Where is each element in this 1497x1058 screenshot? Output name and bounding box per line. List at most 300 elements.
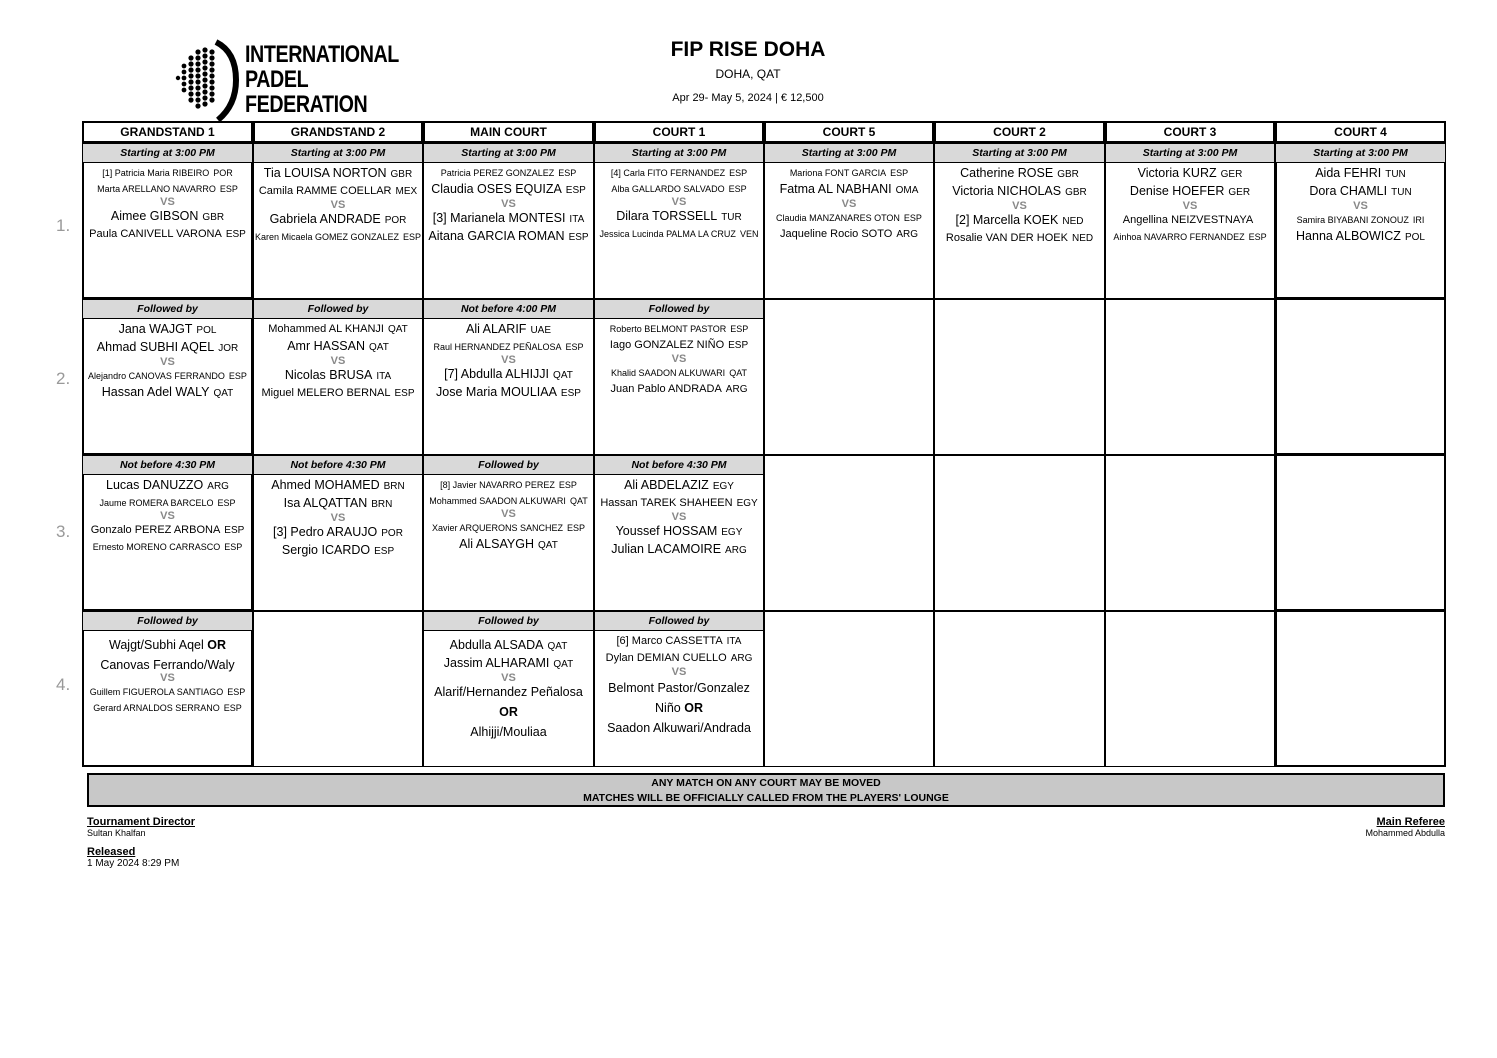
player-nationality: TUN (1391, 187, 1412, 198)
player-nationality: NED (1062, 216, 1084, 227)
slot-header-r1-c5: Starting at 3:00 PM (764, 143, 934, 163)
player-nationality: UAE (530, 325, 551, 336)
notice-line-2: MATCHES WILL BE OFFICIALLY CALLED FROM THE PLAYERS' LOUNGE (583, 792, 949, 804)
player-nationality: ESP (394, 388, 415, 399)
match-r1c6 (934, 165, 1105, 247)
player-name: Ahmad SUBHI AQEL (96, 340, 215, 354)
team-a-player-1 (594, 165, 764, 181)
team-a-player-2 (594, 181, 764, 197)
player-nationality: POL (196, 325, 217, 336)
or-label: OR (207, 638, 226, 652)
match-r3c1 (82, 477, 253, 555)
player-nationality: ESP (374, 546, 395, 557)
vs-label: VS (330, 355, 346, 367)
slot-header-r3-c1: Not before 4:30 PM (82, 455, 253, 475)
slot-header-r1-c7: Starting at 3:00 PM (1105, 143, 1275, 163)
player-nationality: EGY (712, 481, 734, 492)
team-b-player-2 (934, 230, 1105, 247)
player-nationality: QAT (213, 388, 234, 399)
player-name: Miguel MELERO BERNAL (261, 387, 391, 399)
player-name: Raul HERNANDEZ PEÑALOSA (433, 342, 562, 352)
team-a-player-1 (423, 321, 594, 339)
player-name: Iago GONZALEZ NIÑO (609, 339, 725, 351)
player-nationality: EGY (721, 527, 743, 538)
player-name: Aida FEHRI (1315, 166, 1382, 180)
player-nationality: BRN (383, 481, 405, 492)
slot-header-r1-c4: Starting at 3:00 PM (594, 143, 764, 163)
match-r1c3 (423, 165, 594, 246)
player-name: Dora CHAMLI (1309, 184, 1388, 198)
team-b-option-2: Alhijji/Mouliaa (470, 725, 547, 739)
court-header-7: COURT 3 (1105, 121, 1275, 143)
team-a-player-2 (82, 495, 253, 511)
player-nationality: ESP (558, 480, 577, 490)
match-r2c2 (253, 321, 423, 402)
vs-label: VS (501, 672, 516, 684)
player-name: Dylan DEMIAN CUELLO (605, 652, 727, 664)
vs-label: VS (160, 356, 175, 368)
player-nationality: GBR (1065, 187, 1087, 198)
player-name: Mohammed AL KHANJI (268, 323, 384, 335)
slot-header-r4-c3: Followed by (423, 611, 594, 631)
slot-header-r1-c8: Starting at 3:00 PM (1275, 143, 1446, 163)
match-r3c2 (253, 477, 423, 560)
player-name: Juan Pablo ANDRADA (610, 383, 722, 395)
fip-logo (170, 36, 400, 126)
court-header-6: COURT 2 (934, 121, 1105, 143)
player-nationality: ESP (729, 168, 748, 178)
team-b-player-2 (82, 539, 253, 555)
team-b-player-1 (594, 208, 764, 226)
court-header-2: GRANDSTAND 2 (253, 121, 423, 143)
team-b-player-2 (1275, 228, 1446, 246)
cell-r3-c8 (1275, 455, 1446, 611)
team-b-player-1 (423, 520, 594, 536)
court-header-5: COURT 5 (764, 121, 934, 143)
player-name: Alba GALLARDO SALVADO (611, 184, 725, 194)
team-a-player-2 (594, 650, 764, 667)
cell-r3-c6 (934, 455, 1105, 611)
player-name: Victoria KURZ (1137, 166, 1217, 180)
player-nationality: ESP (728, 340, 749, 351)
player-nationality: ESP (730, 324, 749, 334)
match-r2c3 (423, 321, 594, 402)
player-nationality: BRN (371, 499, 393, 510)
row-number-1: 1. (56, 216, 71, 235)
player-name: Fatma AL NABHANI (779, 182, 892, 196)
team-a-player-2 (423, 339, 594, 355)
team-b-option-1-cont-name: Niño (655, 701, 681, 715)
player-nationality: QAT (547, 641, 568, 652)
player-name: Dilara TORSSELL (616, 209, 718, 223)
logo-text (245, 42, 399, 117)
vs-label: VS (671, 511, 687, 523)
or-label: OR (499, 705, 518, 719)
match-r1c2 (253, 165, 423, 245)
cell-r3-c7 (1105, 455, 1275, 611)
player-name: Jessica Lucinda PALMA LA CRUZ (599, 229, 736, 239)
team-a-player-2 (934, 183, 1105, 201)
player-nationality: ITA (376, 371, 392, 382)
player-nationality: EGY (736, 498, 758, 509)
team-b-player-1 (253, 524, 423, 542)
player-nationality: QAT (729, 368, 748, 378)
player-nationality: MEX (395, 186, 418, 197)
team-b-player-2 (253, 385, 423, 402)
player-nationality: ESP (217, 498, 236, 508)
player-nationality: NED (1071, 233, 1094, 244)
tournament-location: DOHA, QAT (715, 67, 781, 81)
player-name: Jana WAJGT (118, 322, 193, 336)
player-nationality: ITA (569, 214, 585, 225)
player-name: Mohammed SAADON ALKUWARI (429, 496, 566, 506)
match-r4c1 (82, 637, 253, 716)
team-a-player-1 (253, 165, 423, 183)
player-name: Roberto BELMONT PASTOR (609, 324, 727, 334)
match-r1c8 (1275, 165, 1446, 246)
team-b-player-2 (82, 226, 253, 243)
slot-header-r1-c6: Starting at 3:00 PM (934, 143, 1105, 163)
team-b-player-2 (594, 541, 764, 559)
vs-label: VS (501, 508, 516, 520)
player-nationality: ESP (890, 168, 909, 178)
player-nationality: ARG (730, 653, 753, 664)
player-nationality: VEN (739, 229, 759, 239)
player-name: Jose Maria MOULIAA (436, 385, 557, 399)
team-a-player-1 (253, 321, 423, 338)
logo-line-3: FEDERATION (245, 91, 368, 118)
player-name: Patricia PEREZ GONZALEZ (440, 168, 555, 178)
director-name: Sultan Khalfan (87, 828, 146, 838)
slot-header-r4-c1: Followed by (82, 611, 253, 631)
player-nationality: IRI (1412, 215, 1425, 225)
cell-r2-c6 (934, 299, 1105, 455)
player-name: Jassim ALHARAMI (443, 656, 550, 670)
player-nationality: ESP (565, 342, 584, 352)
player-name: Ainhoa NAVARRO FERNANDEZ (1113, 232, 1245, 242)
player-nationality: ESP (224, 525, 245, 536)
player-nationality: ESP (225, 229, 246, 240)
player-name: Gerard ARNALDOS SERRANO (93, 703, 220, 713)
player-name: [3] Pedro ARAUJO (273, 525, 378, 539)
team-a-player-2 (82, 181, 253, 197)
row-number-2: 2. (56, 369, 71, 388)
team-b-option-2: Saadon Alkuwari/Andrada (607, 721, 751, 735)
player-name: Tia LOUISA NORTON (263, 166, 387, 180)
team-b-player-1 (82, 684, 253, 700)
team-b-player-1 (1105, 212, 1275, 229)
referee-label: Main Referee (1376, 816, 1445, 828)
match-r2c1 (82, 321, 253, 402)
row-number-3: 3. (56, 522, 71, 541)
player-nationality: ESP (728, 184, 747, 194)
player-name: Ernesto MORENO CARRASCO (92, 542, 221, 552)
team-a-option-2: Canovas Ferrando/Waly (100, 658, 235, 672)
player-name: Youssef HOSSAM (615, 524, 718, 538)
team-b-player-2 (423, 536, 594, 554)
team-a-player-2 (253, 495, 423, 513)
player-name: [2] Marcella KOEK (955, 213, 1059, 227)
team-a-player-1 (253, 477, 423, 495)
player-nationality: ESP (565, 185, 586, 196)
team-b-player-2 (594, 381, 764, 398)
player-nationality: TUN (1385, 169, 1406, 180)
team-a-player-1 (764, 165, 934, 181)
vs-label: VS (671, 196, 687, 208)
player-name: Jaqueline Rocio SOTO (780, 228, 893, 240)
team-a-player-1 (82, 165, 253, 181)
player-nationality: ESP (224, 542, 243, 552)
or-label: OR (684, 701, 703, 715)
order-of-play-grid (82, 121, 1446, 769)
vs-label: VS (160, 510, 175, 522)
cell-r2-c5 (764, 299, 934, 455)
vs-label: VS (330, 199, 346, 211)
vs-label: VS (330, 512, 346, 524)
match-r4c4 (594, 633, 764, 736)
cell-r4-c6 (934, 611, 1105, 767)
vs-label: VS (501, 198, 516, 210)
player-name: [6] Marco CASSETTA (616, 635, 723, 647)
team-a-player-2 (253, 183, 423, 200)
player-nationality: ARG (207, 481, 229, 492)
vs-label: VS (1182, 200, 1198, 212)
vs-label: VS (160, 672, 175, 684)
cell-r4-c5 (764, 611, 934, 767)
player-name: Catherine ROSE (960, 166, 1054, 180)
cell-r4-c7 (1105, 611, 1275, 767)
player-name: Hassan TAREK SHAHEEN (600, 497, 733, 509)
slot-header-r2-c1: Followed by (82, 299, 253, 319)
vs-label: VS (160, 196, 175, 208)
team-a-player-1 (423, 477, 594, 493)
player-name: [8] Javier NAVARRO PEREZ (440, 480, 555, 490)
team-a-player-1 (1105, 165, 1275, 183)
team-b-player-1 (82, 208, 253, 226)
player-nationality: ESP (568, 232, 589, 243)
player-name: Paula CANIVELL VARONA (89, 228, 222, 240)
team-a-player-2 (764, 181, 934, 199)
team-b-player-2 (253, 542, 423, 560)
match-r3c4 (594, 477, 764, 559)
vs-label: VS (671, 666, 687, 678)
team-b-player-1 (253, 367, 423, 385)
team-a-player-1 (934, 165, 1105, 183)
vs-label: VS (1353, 200, 1368, 212)
released-info (87, 846, 179, 869)
team-a-option-1 (82, 637, 253, 653)
team-a-player-1 (82, 477, 253, 495)
team-b-player-1 (934, 212, 1105, 230)
slot-header-r1-c3: Starting at 3:00 PM (423, 143, 594, 163)
player-name: Jaume ROMERA BARCELO (99, 498, 214, 508)
player-nationality: ARG (725, 384, 748, 395)
team-b-player-1 (82, 368, 253, 384)
team-b-player-1 (253, 211, 423, 229)
released-value: 1 May 2024 8:29 PM (87, 858, 180, 869)
team-a-player-1 (82, 321, 253, 339)
team-b-player-2 (423, 384, 594, 402)
player-name: Gabriela ANDRADE (269, 212, 381, 226)
player-name: Nicolas BRUSA (284, 368, 373, 382)
cell-r4-c2 (253, 611, 423, 767)
slot-header-r3-c2: Not before 4:30 PM (253, 455, 423, 475)
player-name: Ali ALSAYGH (459, 537, 534, 551)
player-name: Angellina NEIZVESTNAYA (1122, 214, 1254, 226)
team-b-player-2 (253, 229, 423, 245)
player-nationality: TUR (721, 212, 742, 223)
slot-header-r1-c1: Starting at 3:00 PM (82, 143, 253, 163)
player-name: [3] Marianela MONTESI (432, 211, 566, 225)
player-name: Hanna ALBOWICZ (1296, 229, 1401, 243)
match-r2c4 (594, 321, 764, 398)
team-a-player-2 (423, 493, 594, 509)
player-name: Isa ALQATTAN (283, 496, 368, 510)
team-b-option-1-cont (594, 700, 764, 716)
player-name: Alejandro CANOVAS FERRANDO (88, 371, 225, 381)
player-nationality: ESP (567, 523, 586, 533)
player-nationality: ESP (228, 371, 247, 381)
player-nationality: ITA (726, 636, 742, 647)
logo-line-1: INTERNATIONAL (245, 41, 399, 68)
player-nationality: ESP (1248, 232, 1267, 242)
notice-box (87, 773, 1445, 807)
player-nationality: ESP (903, 213, 922, 223)
player-name: Mariona FONT GARCIA (789, 168, 887, 178)
player-name: [7] Abdulla ALHIJJI (444, 367, 550, 381)
tournament-title: FIP RISE DOHA (670, 38, 826, 61)
slot-header-r2-c3: Not before 4:00 PM (423, 299, 594, 319)
vs-label: VS (841, 198, 857, 210)
cell-r3-c5 (764, 455, 934, 611)
player-nationality: QAT (387, 324, 408, 335)
slot-header-r2-c2: Followed by (253, 299, 423, 319)
player-name: Guillem FIGUEROLA SANTIAGO (89, 687, 224, 697)
team-b-player-1 (423, 366, 594, 384)
player-name: Abdulla ALSADA (449, 638, 544, 652)
match-r1c4 (594, 165, 764, 242)
court-header-1: GRANDSTAND 1 (82, 121, 253, 143)
match-r1c1 (82, 165, 253, 243)
player-name: Karen Micaela GOMEZ GONZALEZ (254, 232, 400, 242)
player-name: Amr HASSAN (287, 339, 365, 353)
team-b-player-1 (1275, 212, 1446, 228)
player-nationality: QAT (553, 370, 573, 381)
match-r3c3 (423, 477, 594, 554)
player-name: Aimee GIBSON (110, 209, 199, 223)
court-header-4: COURT 1 (594, 121, 764, 143)
director-label: Tournament Director (87, 816, 195, 828)
player-name: Gonzalo PEREZ ARBONA (90, 524, 221, 536)
cell-r4-c8 (1275, 611, 1446, 767)
player-name: Claudia OSES EQUIZA (431, 182, 562, 196)
team-b-player-2 (594, 226, 764, 242)
player-nationality: OMA (895, 185, 919, 196)
team-b-player-2 (82, 384, 253, 402)
player-nationality: POR (381, 528, 403, 539)
team-a-player-2 (82, 339, 253, 357)
team-b-player-2 (1105, 229, 1275, 245)
team-a-player-2 (253, 338, 423, 356)
team-b-option-1: Alarif/Hernandez Peñalosa (434, 685, 583, 699)
player-name: Samira BIYABANI ZONOUZ (1296, 215, 1409, 225)
team-a-player-2 (594, 337, 764, 354)
player-nationality: ESP (219, 184, 238, 194)
slot-header-r4-c4: Followed by (594, 611, 764, 631)
player-nationality: QAT (537, 540, 558, 551)
team-a-player-1 (594, 477, 764, 495)
slot-header-r1-c2: Starting at 3:00 PM (253, 143, 423, 163)
team-a-player-2 (1275, 183, 1446, 201)
player-nationality: POR (213, 168, 233, 178)
team-b-player-1 (764, 210, 934, 226)
match-r1c5 (764, 165, 934, 243)
slot-header-r3-c4: Not before 4:30 PM (594, 455, 764, 475)
player-nationality: ESP (223, 703, 242, 713)
player-name: Camila RAMME COELLAR (258, 185, 392, 197)
player-name: Julian LACAMOIRE (611, 542, 722, 556)
player-name: [1] Patricia Maria RIBEIRO (102, 168, 210, 178)
team-a-player-2 (423, 181, 594, 199)
player-nationality: QAT (569, 496, 588, 506)
vs-label: VS (501, 354, 516, 366)
player-nationality: ARG (725, 545, 747, 556)
team-a-player-1 (594, 633, 764, 650)
match-r4c3 (423, 637, 594, 740)
cell-r2-c8 (1275, 299, 1446, 455)
player-name: Khalid SAADON ALKUWARI (610, 368, 726, 378)
player-nationality: JOR (218, 343, 239, 354)
vs-label: VS (671, 353, 687, 365)
team-a-option-1-name: Wajgt/Subhi Aqel (109, 638, 204, 652)
slot-header-r3-c3: Followed by (423, 455, 594, 475)
player-name: Hassan Adel WALY (101, 385, 210, 399)
cell-r2-c7 (1105, 299, 1275, 455)
player-name: Ali ABDELAZIZ (624, 478, 709, 492)
team-a-player-2 (1105, 183, 1275, 201)
player-name: Victoria NICHOLAS (952, 184, 1062, 198)
player-nationality: GER (1220, 169, 1243, 180)
row-number-4: 4. (56, 675, 71, 694)
player-name: Ahmed MOHAMED (271, 478, 380, 492)
tournament-dates: Apr 29- May 5, 2024 | € 12,500 (672, 92, 824, 104)
referee-name: Mohammed Abdulla (1365, 828, 1445, 838)
player-nationality: GER (1228, 187, 1251, 198)
player-nationality: QAT (553, 659, 574, 670)
player-nationality: POL (1404, 232, 1425, 243)
team-a-player-2 (423, 655, 594, 673)
player-name: Marta ARELLANO NAVARRO (97, 184, 216, 194)
logo-line-2: PADEL (245, 66, 309, 93)
team-b-player-2 (423, 228, 594, 246)
team-a-player-1 (423, 165, 594, 181)
main-referee (1365, 816, 1445, 838)
slot-header-r2-c4: Followed by (594, 299, 764, 319)
vs-label: VS (1012, 200, 1027, 212)
player-nationality: GBR (1057, 169, 1079, 180)
player-name: Xavier ARQUERONS SANCHEZ (431, 523, 563, 533)
team-a-player-1 (1275, 165, 1446, 183)
player-name: Claudia MANZANARES OTON (776, 213, 900, 223)
player-name: [4] Carla FITO FERNANDEZ (610, 168, 726, 178)
player-name: Lucas DANUZZO (106, 478, 204, 492)
team-b-player-1 (594, 365, 764, 381)
player-name: Sergio ICARDO (281, 543, 371, 557)
team-b-player-1 (82, 522, 253, 539)
player-nationality: ESP (558, 168, 577, 178)
player-nationality: POR (384, 215, 407, 226)
team-b-player-2 (764, 226, 934, 243)
